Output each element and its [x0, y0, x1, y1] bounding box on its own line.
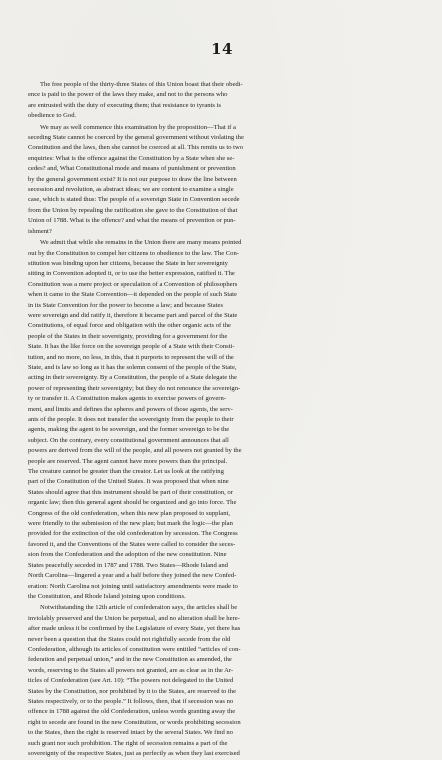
page-number: 14 [211, 40, 233, 58]
paragraph-4: Notwithstanding the 12th article of confederation says, the articles shall be inviolably preserved and the Union be perpetual, and no alteration shall be here- after made unless it be confirmed by the Legislature of every State, yet there has never been a question that the States could not rightfully secede from the old Confederation, although its articles of constitution were entitled “articles of con- federation and perpetual union,” and in the new Constitution as amended, the words, reserving to the States all powers not granted, are as clear as in the Ar- ticles of Confederation (see Art. 10): “The powers not delegated to the United States by the Constitution, nor prohibited by it to the States, are reserved to the States respectively, or to the people.” It follows, then, that if secession was no offence in 1788 against the old Confederation, unless words granting away the right to secede are found in the new Constitution, or words prohibiting secession to the States, then the right is reserved intact by the several States. We find no such grant nor such prohibition. The right of secession remains a part of the sovereignty of the respective States, just as perfectly as when they last exercised [28, 604, 241, 757]
paragraph-2: We may as well commence this examination by the proposition—That if a seceding State cannot be coerced by the general government without violating the Constitution and the laws, then she cannot be coerced at all. This remits us to two enquiries: What is the offence against the Constitution by a State when she se- cedes? and, What Constitutional mode and means of punishment or prevention by the general government exist? It is not our purpose to draw the line between secession and revolution, as abstract ideas; we are content to examine a single case, which is stated thus: The people of a sovereign State in Convention secede from the Union by repealing the ratification she gave to the Constitution of that Union of 1788. What is the offence? and what the means of prevention or pun- ishment? [28, 123, 244, 235]
paragraph-3: We admit that while she remains in the Union there are many means pointed out by the Constitution to compel her citizens to obedience to the law. The Con- stitution was binding upon her citizens, because the State in her sovereignty sitting in Convention adopted it, or to use the better expression, ratified it. The Constitution was a mere project or speculation of a Convention of philosophers when it came to the State Convention—it depended on the people of such State in its State Convention for the power to become a law; and because States were sovereign and did ratify it, therefore it became part and parcel of the State Constitutions, of equal force and obligation with the other organic acts of the people of the States in their sovereignty, providing for a government for the State. It has the like force on the sovereign people of a State with their Consti- tution, and no more, no less, in this, that it purports to represent the will of the State, and is law so long as it has the solemn consent of the people of the State, acting in their sovereignty. By a Constitution, the people of a State delegate the power of representing their sovereignty; but they do not renounce the sovereign- ty or transfer it. A Constitution makes agents to exercise powers of govern- ment, and limits and defines the spheres and powers of those agents, the serv- ants of the people. It does not transfer the sovereignty from the people to their agents, making the agent to be sovereign, and the former sovereign to be the subject. On the contrary, every constitutional government announces that all powers are derived from the will of the people, and all powers not granted by the people are reserved. The agent cannot have more powers than the principal. The creature cannot be greater than the creator. Let us look at the ratifying part of the Constitution of the United States. It was proposed that when nine States should agree that this instrument should be part of their constitution, or organic law; then this general agent should be organized and go into force. The Congress of the old confederation, when this new plan proposed to supplant, were friendly to the submission of the new plan; but mark the logic—the plan provided for the extinction of the old confederation by secession. The Congress favored it, and the Conventions of the States were called to consider the seces- sion from the Confederation and the adoption of the new constitution. Nine States peacefully seceded in 1787 and 1788. Two States—Rhode Island and North Carolina—lingered a year and a half before they joined the new Confed- eration: North Carolina not joining until satisfactory amendments were made to the Constitution, and Rhode Island joining upon conditions. [28, 239, 242, 600]
paragraph-1: The free people of the thirty-three States of this Union boast that their obedi- ence is paid to the power of the laws they make, and not to the persons who are entrusted with the duty of executing them; that resistance to tyrants is obedience to God. [28, 81, 243, 120]
